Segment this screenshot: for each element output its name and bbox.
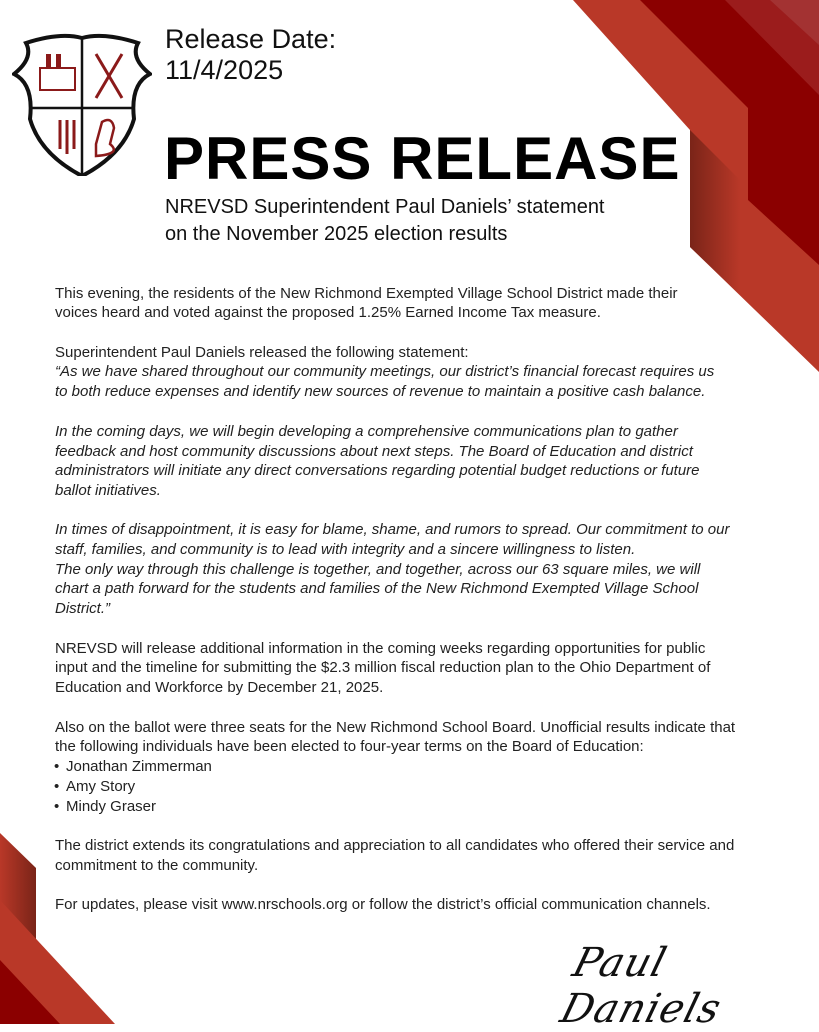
release-date-block [165, 24, 336, 86]
body-text-line: commitment to the community. [55, 857, 259, 874]
body-text-line: “As we have shared throughout our community meetings, our district’s financial forecast requires us [55, 363, 715, 380]
release-date-label: Release Date: [165, 24, 337, 54]
body-text-line: Education and Workforce by December 21, 2025. [55, 679, 384, 696]
body-text-line: This evening, the residents of the New Richmond Exempted Village School District made their [55, 285, 678, 302]
district-crest-logo [12, 24, 152, 176]
body-text-line: In the coming days, we will begin developing a comprehensive communications plan to gather [55, 423, 678, 440]
body-text-line: NREVSD will release additional information in the coming weeks regarding opportunities for public [55, 640, 706, 657]
body-text-line: District.” [55, 600, 110, 617]
body-text-line: administrators will initiate any direct conversations regarding potential budget reductions or future [55, 462, 700, 479]
subtitle [165, 194, 605, 248]
body-text-line: input and the timeline for submitting the $2.3 million fiscal reduction plan to the Ohio Department of [55, 659, 711, 676]
signature: Paul Daniels [555, 940, 727, 1032]
body-text-line: to both reduce expenses and identify new sources of revenue to maintain a positive cash balance. [55, 383, 706, 400]
body-text-line: Also on the ballot were three seats for the New Richmond School Board. Unofficial results indicate that [55, 719, 736, 736]
board-member-item: • Mindy Graser [66, 798, 156, 815]
body-text-line: staff, families, and community is to lead with integrity and a sincere willingness to listen. [55, 541, 636, 558]
board-member-item: • Jonathan Zimmerman [66, 758, 212, 775]
page-title: PRESS RELEASE [164, 125, 681, 192]
subtitle-line: on the November 2025 election results [165, 223, 508, 245]
body-text-line: chart a path forward for the students and families of the New Richmond Exempted Village School [55, 580, 699, 597]
body-text-line: voices heard and voted against the proposed 1.25% Earned Income Tax measure. [55, 304, 601, 321]
release-date-value: 11/4/2025 [165, 55, 284, 85]
body-text-line: For updates, please visit www.nrschools.org or follow the district’s official communication channels. [55, 896, 711, 913]
body-text-line: feedback and host community discussions about next steps. The Board of Education and district [55, 443, 693, 460]
body-text-line: ballot initiatives. [55, 482, 161, 499]
body-text-line: The district extends its congratulations and appreciation to all candidates who offered their service and [55, 837, 735, 854]
body-text-line: The only way through this challenge is together, and together, across our 63 square miles, we will [55, 561, 701, 578]
body-text-line: the following individuals have been elected to four-year terms on the Board of Education: [55, 738, 644, 755]
body-text-line: In times of disappointment, it is easy for blame, shame, and rumors to spread. Our commitment to our [55, 521, 730, 538]
body-text-line: Superintendent Paul Daniels released the following statement: [55, 344, 469, 361]
subtitle-line: NREVSD Superintendent Paul Daniels’ statement [165, 196, 605, 218]
board-member-item: • Amy Story [66, 778, 135, 795]
